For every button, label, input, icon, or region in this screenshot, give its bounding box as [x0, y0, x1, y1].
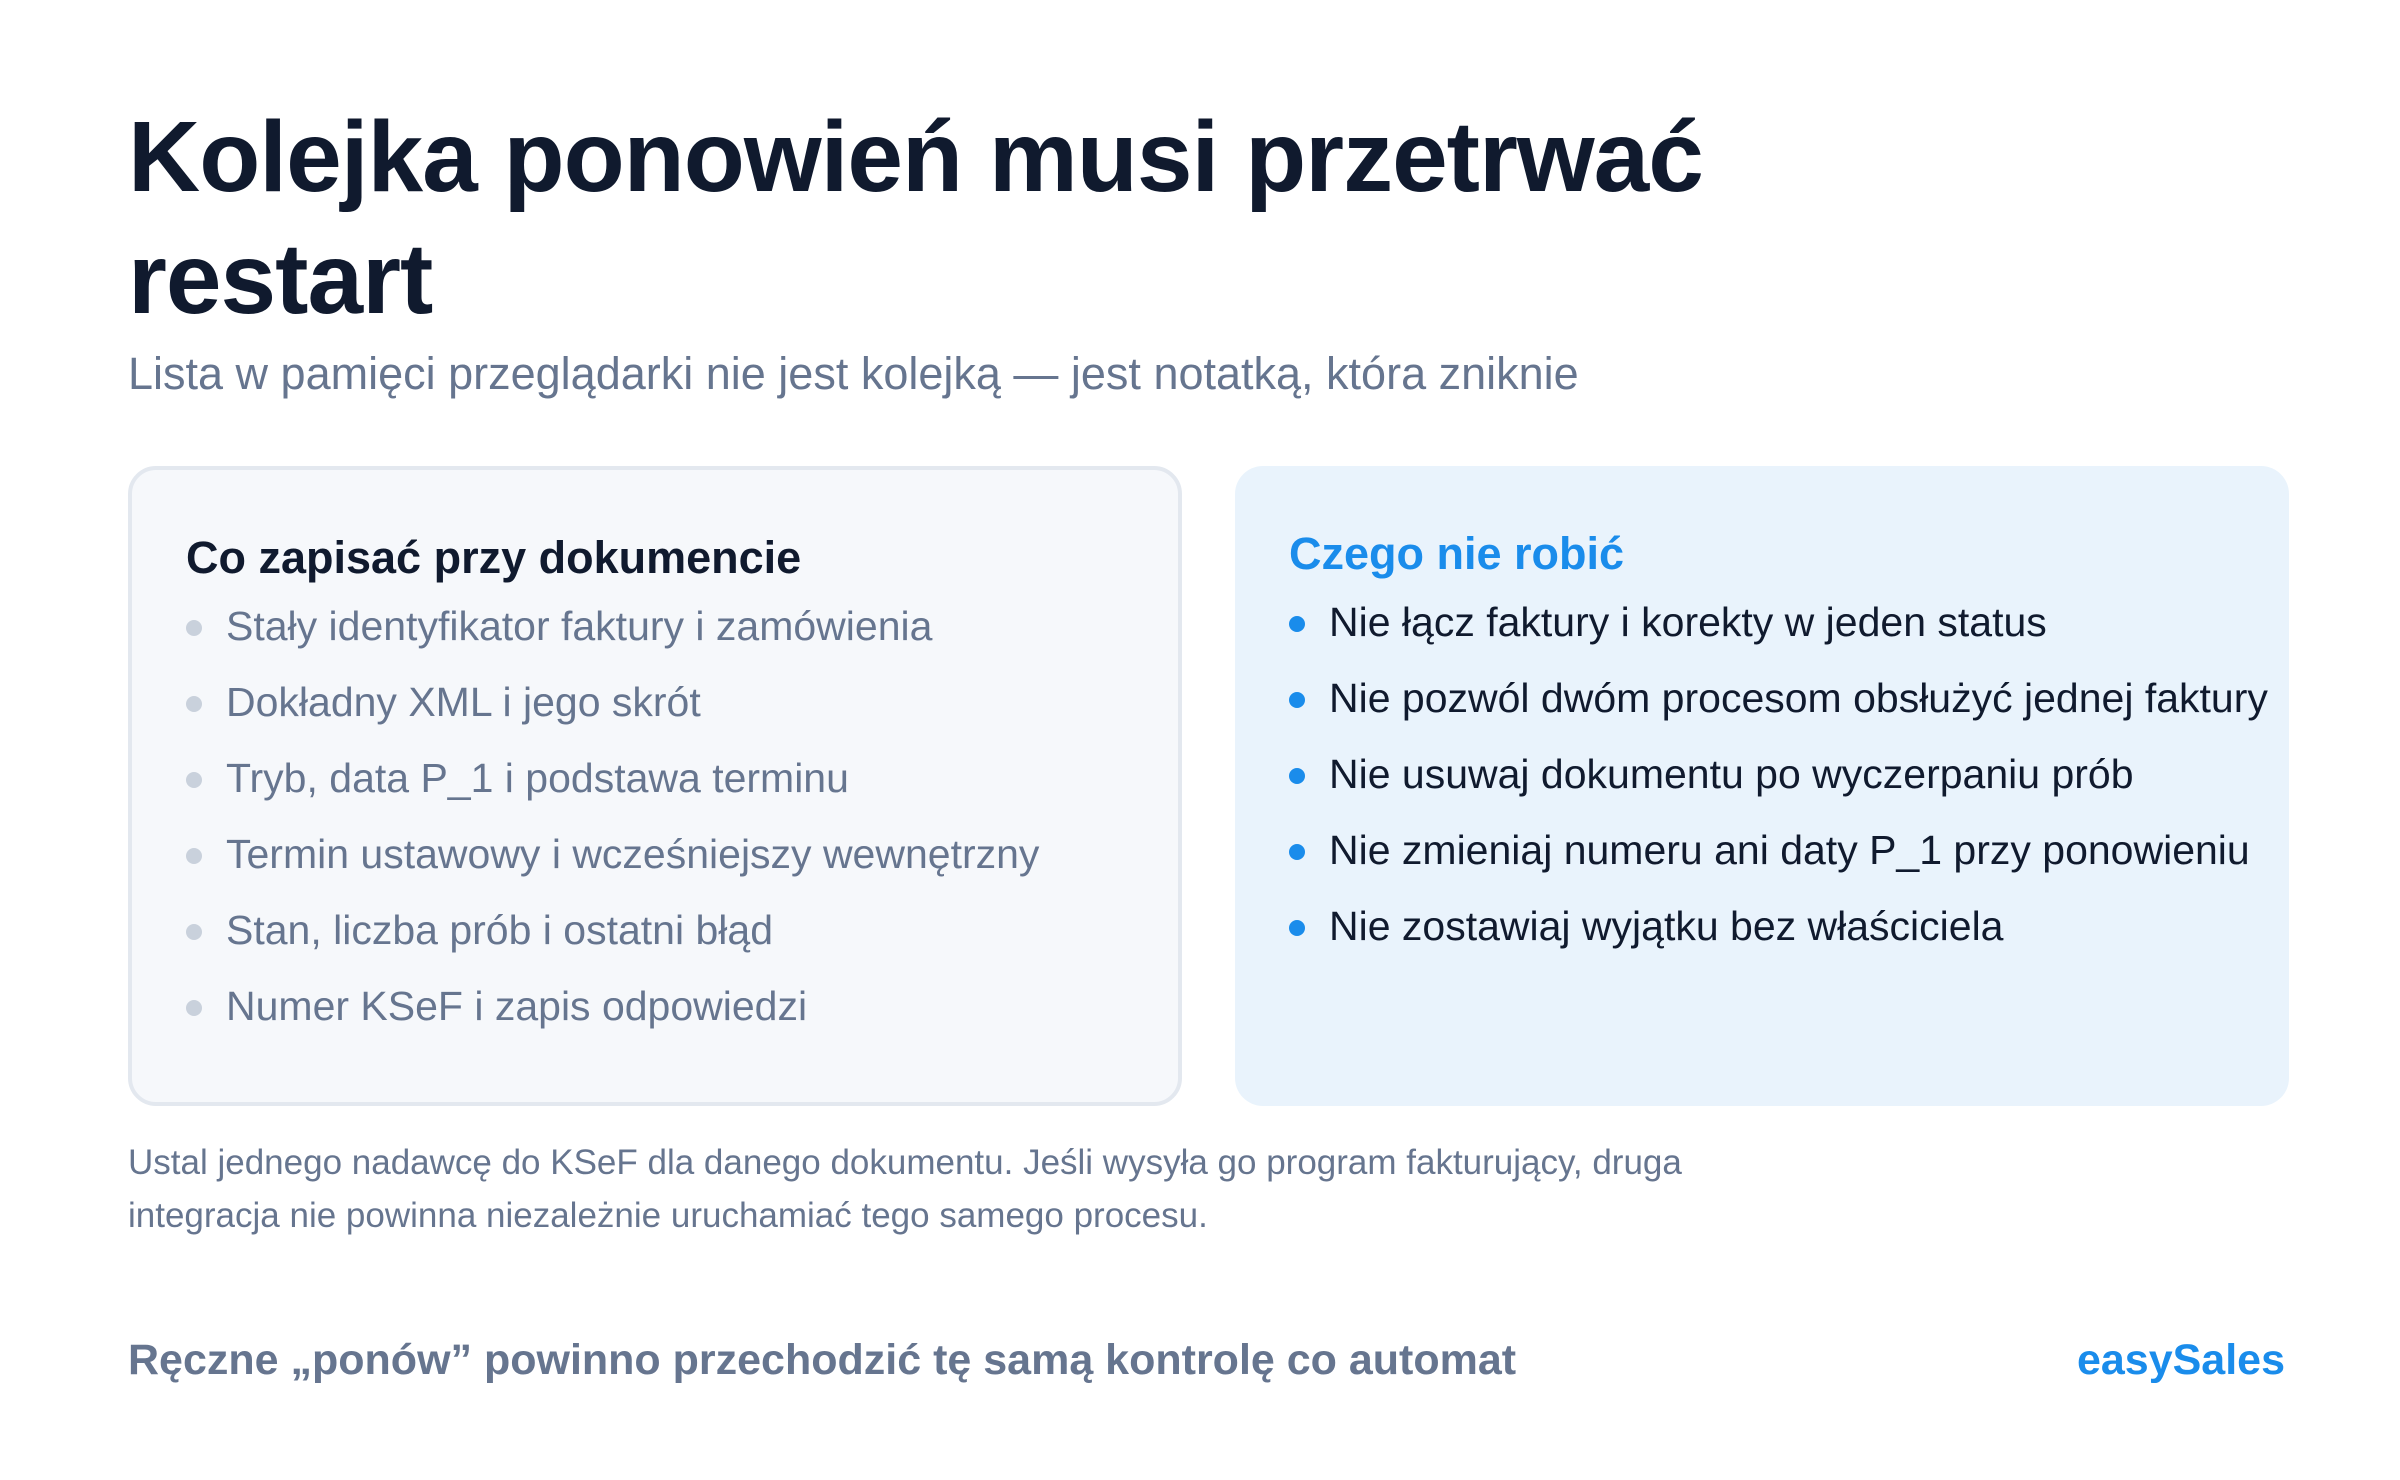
- what-not-to-do-card: [1235, 466, 2289, 1106]
- bullet-dot-icon: [1289, 616, 1305, 632]
- list-item: [186, 976, 1178, 1052]
- list-item: [186, 672, 1178, 748]
- page-title: Kolejka ponowień musi przetrwać restart: [128, 101, 1703, 335]
- what-to-store-heading: Co zapisać przy dokumencie: [186, 532, 802, 583]
- list-item-label: Stały identyfikator faktury i zamówienia: [226, 603, 933, 649]
- bullet-dot-icon: [1289, 768, 1305, 784]
- list-item: [1289, 820, 2289, 896]
- list-item-label: Dokładny XML i jego skrót: [226, 679, 701, 725]
- bullet-dot-icon: [186, 620, 202, 636]
- brand-logo-text: easySales: [2076, 1336, 2285, 1384]
- list-item-label: Numer KSeF i zapis odpowiedzi: [226, 983, 808, 1029]
- list-item: [1289, 744, 2289, 820]
- list-item: [186, 748, 1178, 824]
- what-to-store-list: [186, 596, 1178, 1052]
- list-item-label: Termin ustawowy i wcześniejszy wewnętrzny: [226, 831, 1040, 877]
- list-item-label: Stan, liczba prób i ostatni błąd: [226, 907, 773, 953]
- list-item: [186, 824, 1178, 900]
- list-item-label: Nie pozwól dwóm procesom obsłużyć jednej faktury: [1329, 675, 2268, 721]
- bullet-dot-icon: [186, 772, 202, 788]
- list-item-label: Nie zmieniaj numeru ani daty P_1 przy ponowieniu: [1329, 827, 2250, 873]
- list-item-label: Nie łącz faktury i korekty w jeden status: [1329, 599, 2047, 645]
- bullet-dot-icon: [186, 924, 202, 940]
- page-subtitle: Lista w pamięci przeglądarki nie jest kolejką — jest notatką, która zniknie: [128, 348, 1579, 399]
- bullet-dot-icon: [186, 696, 202, 712]
- sender-note: Ustal jednego nadawcę do KSeF dla danego dokumentu. Jeśli wysyła go program fakturujący, druga integracja nie powinna niezależnie uruchamiać tego samego procesu.: [128, 1143, 1682, 1235]
- bullet-dot-icon: [1289, 844, 1305, 860]
- bullet-dot-icon: [186, 848, 202, 864]
- list-item-label: Nie usuwaj dokumentu po wyczerpaniu prób: [1329, 751, 2134, 797]
- list-item: [1289, 896, 2289, 972]
- what-not-to-do-list: [1289, 592, 2289, 972]
- bullet-dot-icon: [1289, 692, 1305, 708]
- bullet-dot-icon: [186, 1000, 202, 1016]
- list-item-label: Tryb, data P_1 i podstawa terminu: [226, 755, 849, 801]
- list-item-label: Nie zostawiaj wyjątku bez właściciela: [1329, 903, 2004, 949]
- list-item: [186, 900, 1178, 976]
- bullet-dot-icon: [1289, 920, 1305, 936]
- footer-tagline: Ręczne „ponów” powinno przechodzić tę samą kontrolę co automat: [128, 1336, 1517, 1384]
- what-to-store-card: [128, 466, 1182, 1106]
- what-not-to-do-heading: Czego nie robić: [1289, 528, 1625, 579]
- list-item: [186, 596, 1178, 672]
- list-item: [1289, 592, 2289, 668]
- list-item: [1289, 668, 2289, 744]
